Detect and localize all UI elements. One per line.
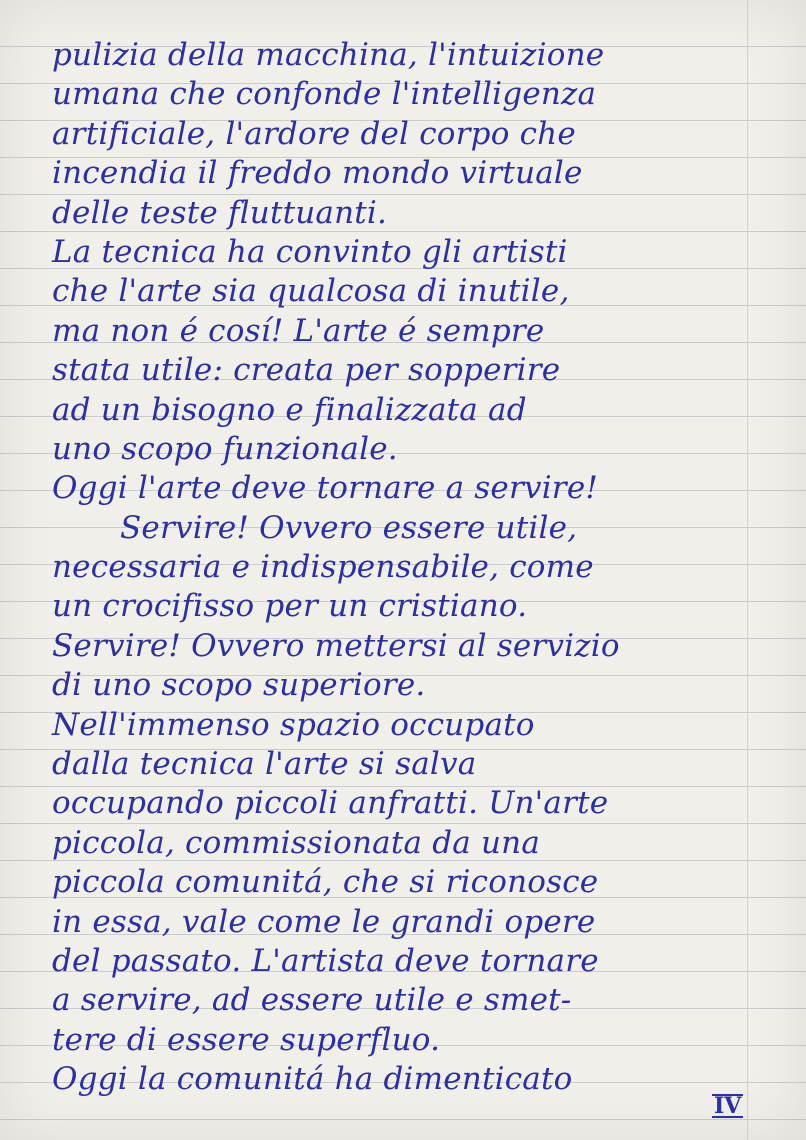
text-line: pulizia della macchina, l'intuizione	[52, 37, 605, 73]
text-line: incendia il freddo mondo virtuale	[52, 155, 583, 192]
text-line: uno scopo funzionale.	[52, 430, 398, 467]
text-line: stata utile: creata per sopperire	[52, 352, 561, 389]
text-line: occupando piccoli anfratti. Un'arte	[52, 785, 609, 822]
text-line: ad un bisogno e finalizzata ad	[52, 391, 527, 428]
text-line: di uno scopo superiore.	[52, 667, 426, 704]
text-line: dalla tecnica l'arte si salva	[52, 746, 477, 783]
text-line: Nell'immenso spazio occupato	[52, 706, 535, 743]
text-line: in essa, vale come le grandi opere	[52, 903, 596, 940]
text-line: Oggi la comunitá ha dimenticato	[52, 1061, 573, 1098]
text-line: Servire! Ovvero mettersi al servizio	[52, 627, 620, 664]
text-line: piccola comunitá, che si riconosce	[52, 864, 599, 901]
text-line: artificiale, l'ardore del corpo che	[52, 115, 576, 152]
text-line: La tecnica ha convinto gli artisti	[52, 233, 568, 270]
text-line: Servire! Ovvero essere utile,	[120, 509, 578, 546]
text-line: delle teste fluttuanti.	[52, 194, 388, 231]
text-line: ma non é cosí! L'arte é sempre	[52, 312, 545, 349]
text-line: piccola, commissionata da una	[52, 824, 541, 861]
page-number: IV	[714, 1093, 742, 1119]
text-line: necessaria e indispensabile, come	[52, 549, 594, 586]
text-line: umana che confonde l'intelligenza	[52, 76, 597, 113]
handwritten-text	[52, 36, 752, 1100]
text-line: che l'arte sia qualcosa di inutile,	[52, 273, 570, 310]
text-line: un crocifisso per un cristiano.	[52, 588, 528, 625]
text-line: a servire, ad essere utile e smet-	[52, 982, 572, 1019]
text-line: Oggi l'arte deve tornare a servire!	[52, 470, 599, 507]
text-line: tere di essere superfluo.	[52, 1021, 441, 1058]
text-line: del passato. L'artista deve tornare	[52, 942, 599, 979]
